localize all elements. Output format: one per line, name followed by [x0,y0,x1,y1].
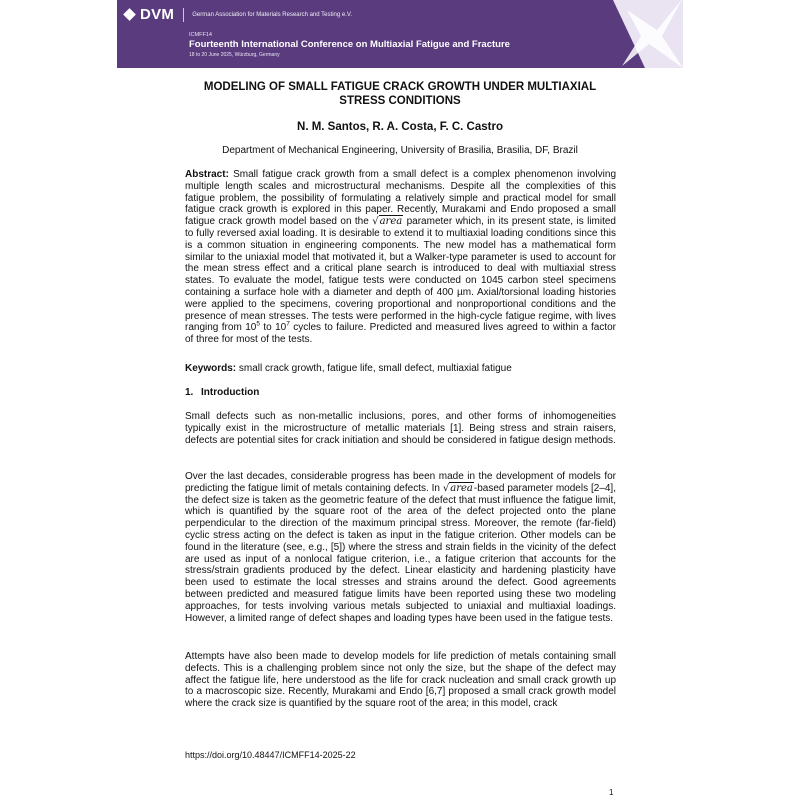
sqrt-radicand: area [379,216,403,228]
page-number: 1 [609,788,614,797]
conference-series: ICMFF14 [189,32,212,38]
intro-text-2b: -based parameter models [2–4], the defect size is taken as the geometric feature of the defect that must influence the fatigue limit, which is quantified by the square root of the area of the defect projected onto the plane perpendicular to the direction of the maximum principal stress. Moreover, the remote (far-field) cyclic stress acting on the defect is taken as input in the fatigue criterion. Other models can be found in the literature (see, e.g., [5]) where the stress and strain fields in the vicinity of the defect are used as input of a nonlocal fatigue criterion, i.e., a fatigue criterion that accounts for the stress/strain gradients produced by the defect. Linear elasticity and hardening plasticity have been used to estimate the local stresses and strains around the defect. Good agreements between predicted and measured fatigue limits have been reported using these two modeling approaches, for tests involving various metals subjected to uniaxial and multiaxial loadings. However, a limited range of defect shapes and loading types have been used in the fatigue tests. [185,482,616,624]
sqrt-area-symbol [372,215,403,227]
logo-divider [183,8,184,22]
intro-paragraph-3: Attempts have also been made to develop models for life prediction of metals containing small defects. This is a challenging problem since not only the size, but the shape of the defect may affect the fatigue life, here understood as the life for crack nucleation and small crack growth up to a macroscopic size. Recently, Murakami and Endo [6,7] proposed a small crack growth model where the crack size is quantified by the square root of the area; in this model, crack [185,651,616,710]
section-heading [185,387,259,398]
abstract-text-3: cycles to failure. Predicted and measured lives agreed to within a factor of three for most of the tests. [185,322,616,346]
abstract-text-2: parameter which, in its present state, is limited to fully reversed axial loading. It is desirable to extend it to multiaxial loading conditions since this is a common situation in engineering components. The new model has a mathematical form similar to the uniaxial model that motivated it, but a Walker-type parameter is used to account for the mean stress effect and a critical plane search is introduced to deal with multiaxial stress states. To evaluate the model, fatigue tests were conducted on 1045 carbon steel specimens containing a surface hole with a diameter and depth of 400 µm. Axial/torsional loading histories were applied to the specimens, covering proportional and nonproportional conditions and the presence of mean stresses. The tests were performed in the high-cycle fatigue regime, with lives ranging from 10 [185,216,616,334]
sqrt-sign-2: √ [442,482,450,494]
intro-paragraph-2 [185,471,616,624]
exponent-7: 7 [286,321,290,329]
section-title: Introduction [201,387,260,398]
abstract-text-1: Small fatigue crack growth from a small defect is a complex phenomenon involving multiple length scales and microstructural mechanisms. Despite all the complexities of this fatigue problem, the possibility of formulating a relatively simple and practical model for small fatigue crack growth is explored in this paper. Recently, Murakami and Endo proposed a small fatigue crack growth model based on the [185,169,617,228]
paper-authors: N. M. Santos, R. A. Costa, F. C. Castro [297,121,503,133]
sqrt-sign: √ [372,216,379,228]
paper-title: MODELING OF SMALL FATIGUE CRACK GROWTH UNDER MULTIAXIAL STRESS CONDITIONS [203,81,597,107]
keywords [185,363,512,374]
dvm-logo [125,6,352,23]
section-number: 1. [185,387,194,398]
abstract-label: Abstract: [185,169,229,180]
intro-paragraph-1: Small defects such as non-metallic inclusions, pores, and other forms of inhomogeneities typically exist in the microstructure of metallic materials [1]. Being stress and strain raisers, defects are potential sites for crack initiation and should be considered in fatigue design methods. [185,411,616,446]
keywords-label: Keywords: [185,363,237,374]
abstract-text-to: to 10 [259,322,287,334]
abstract [185,169,616,346]
conference-banner [117,0,683,68]
sqrt-area-symbol-2 [443,482,474,494]
conference-title: Fourteenth International Conference on Multiaxial Fatigue and Fracture [189,39,510,50]
keywords-text: small crack growth, fatigue life, small defect, multiaxial fatigue [236,363,512,374]
association-name: German Association for Materials Research and Testing e.V. [192,11,352,18]
author-affiliation: Department of Mechanical Engineering, University of Brasilia, Brasilia, DF, Brazil [222,145,578,156]
exponent-5: 5 [256,321,260,329]
intro-text-2a: Over the last decades, considerable progress has been made in the development of models for predicting the fatigue limit of metals containing defects. In [185,471,616,494]
org-name: DVM [140,6,175,23]
sqrt-radicand-2: area [450,482,473,494]
conference-dates: 18 to 20 June 2025, Würzburg, Germany [189,52,280,58]
doi-link[interactable]: https://doi.org/10.48447/ICMFF14-2025-22 [185,750,356,760]
dvm-logo-icon [123,8,136,21]
